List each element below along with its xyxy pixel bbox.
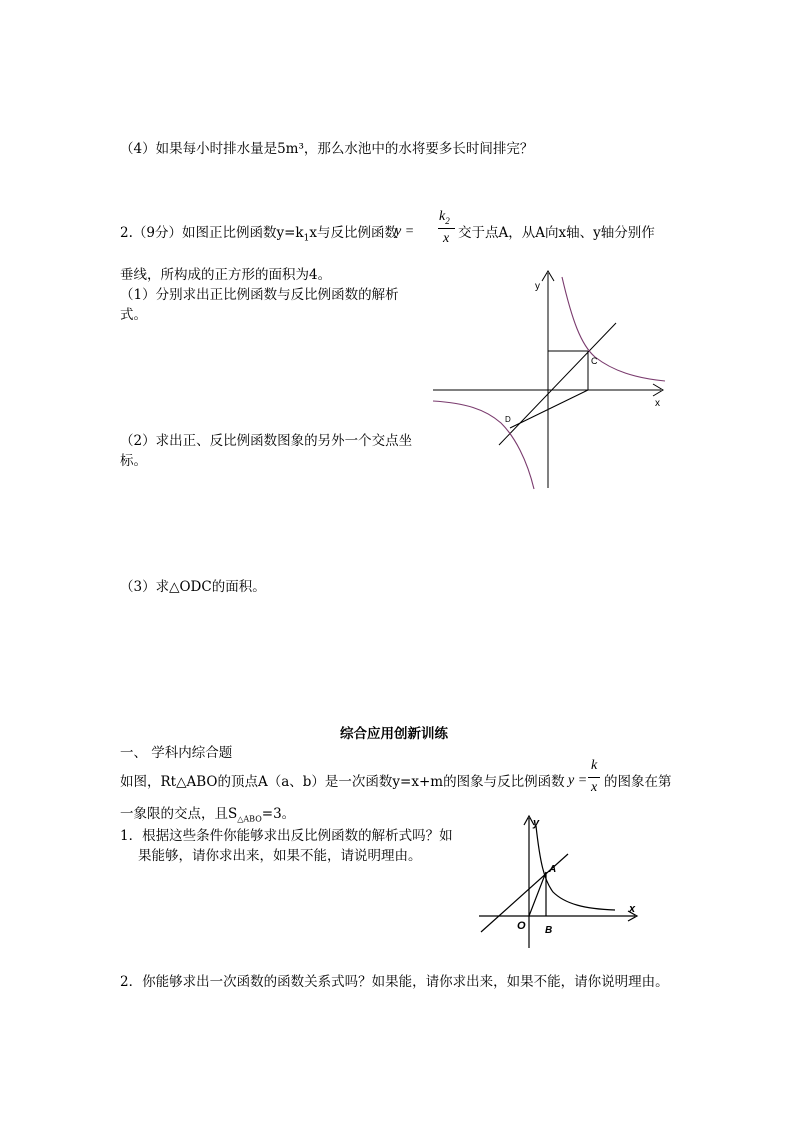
section-frac-num: k	[591, 758, 598, 773]
q2-part1-a: （1）分别求出正比例函数与反比例函数的解析	[120, 287, 399, 303]
area-subscript: △ABO	[237, 814, 262, 824]
q2-text-b: x与反比例函数	[309, 225, 398, 241]
q2-line2: 垂线，所构成的正方形的面积为4。	[120, 267, 332, 283]
figure-1-graph	[425, 265, 670, 495]
q2-part2-a: （2）求出正、反比例函数图象的另外一个交点坐	[120, 433, 413, 449]
q2-text-a: 2.（9分）如图正比例函数y=k	[120, 225, 304, 241]
q2-frac-num	[439, 209, 450, 226]
fig2-segment-oa	[529, 872, 546, 916]
section-frac-lhs: y =	[568, 773, 588, 788]
section-title: 综合应用创新训练	[340, 726, 448, 742]
fig1-segment-cd	[510, 390, 588, 428]
section-intro-a: 如图，Rt△ABO的顶点A（a、b）是一次函数y=x+m的图象与反比例函数	[120, 774, 565, 790]
q2-fraction-bar	[438, 228, 455, 229]
fig1-x-label: x	[655, 398, 660, 409]
q2-frac-sub: 2	[445, 215, 450, 226]
section-intro2-a: 一象限的交点，且S	[120, 806, 238, 822]
section-heading: 一、 学科内综合题	[120, 745, 233, 761]
fig1-point-d: D	[505, 415, 511, 424]
section-q1-b: 果能够，请你求出来，如果不能，请说明理由。	[138, 848, 422, 864]
fig2-x-label: x	[629, 903, 636, 915]
q2-line1	[120, 224, 398, 248]
q2-part3: （3）求△ODC的面积。	[120, 579, 266, 595]
question-4: （4）如果每小时排水量是5m³，那么水池中的水将要多长时间排完？	[120, 141, 534, 157]
q2-frac-k: k	[439, 209, 446, 224]
q2-frac-den: x	[443, 231, 450, 246]
q2-part2-b: 标。	[120, 453, 147, 469]
section-frac-den: x	[591, 780, 598, 795]
section-intro2	[120, 805, 295, 829]
fig1-point-c: C	[591, 356, 598, 366]
k1-subscript: 1	[303, 233, 310, 244]
section-fraction-bar	[588, 777, 600, 778]
section-q2: 2．你能够求出一次函数的函数关系式吗？如果能，请你求出来，如果不能，请你说明理由。	[120, 974, 669, 990]
fig2-point-o: O	[517, 920, 526, 932]
fig1-y-label: y	[535, 281, 540, 292]
figure-2-graph	[475, 812, 645, 952]
fig1-hyperbola-q1	[562, 277, 665, 381]
section-q1-a: 1．根据这些条件你能够求出反比例函数的解析式吗？如	[120, 828, 453, 844]
section-intro2-b: =3。	[261, 806, 296, 822]
fig1-hyperbola-q3	[433, 401, 534, 489]
q2-part1-b: 式。	[120, 307, 147, 323]
section-intro-c: 的图象在第	[604, 774, 672, 790]
fig2-hyperbola	[536, 826, 615, 910]
fig2-point-b: B	[545, 925, 553, 936]
fig1-proportional-line	[499, 323, 616, 445]
fig2-point-a: A	[549, 864, 557, 875]
q2-text-c: 交于点A，从A向x轴、y轴分别作	[458, 225, 655, 241]
q2-frac-lhs: y =	[395, 224, 415, 239]
fig2-y-label: y	[533, 817, 540, 829]
